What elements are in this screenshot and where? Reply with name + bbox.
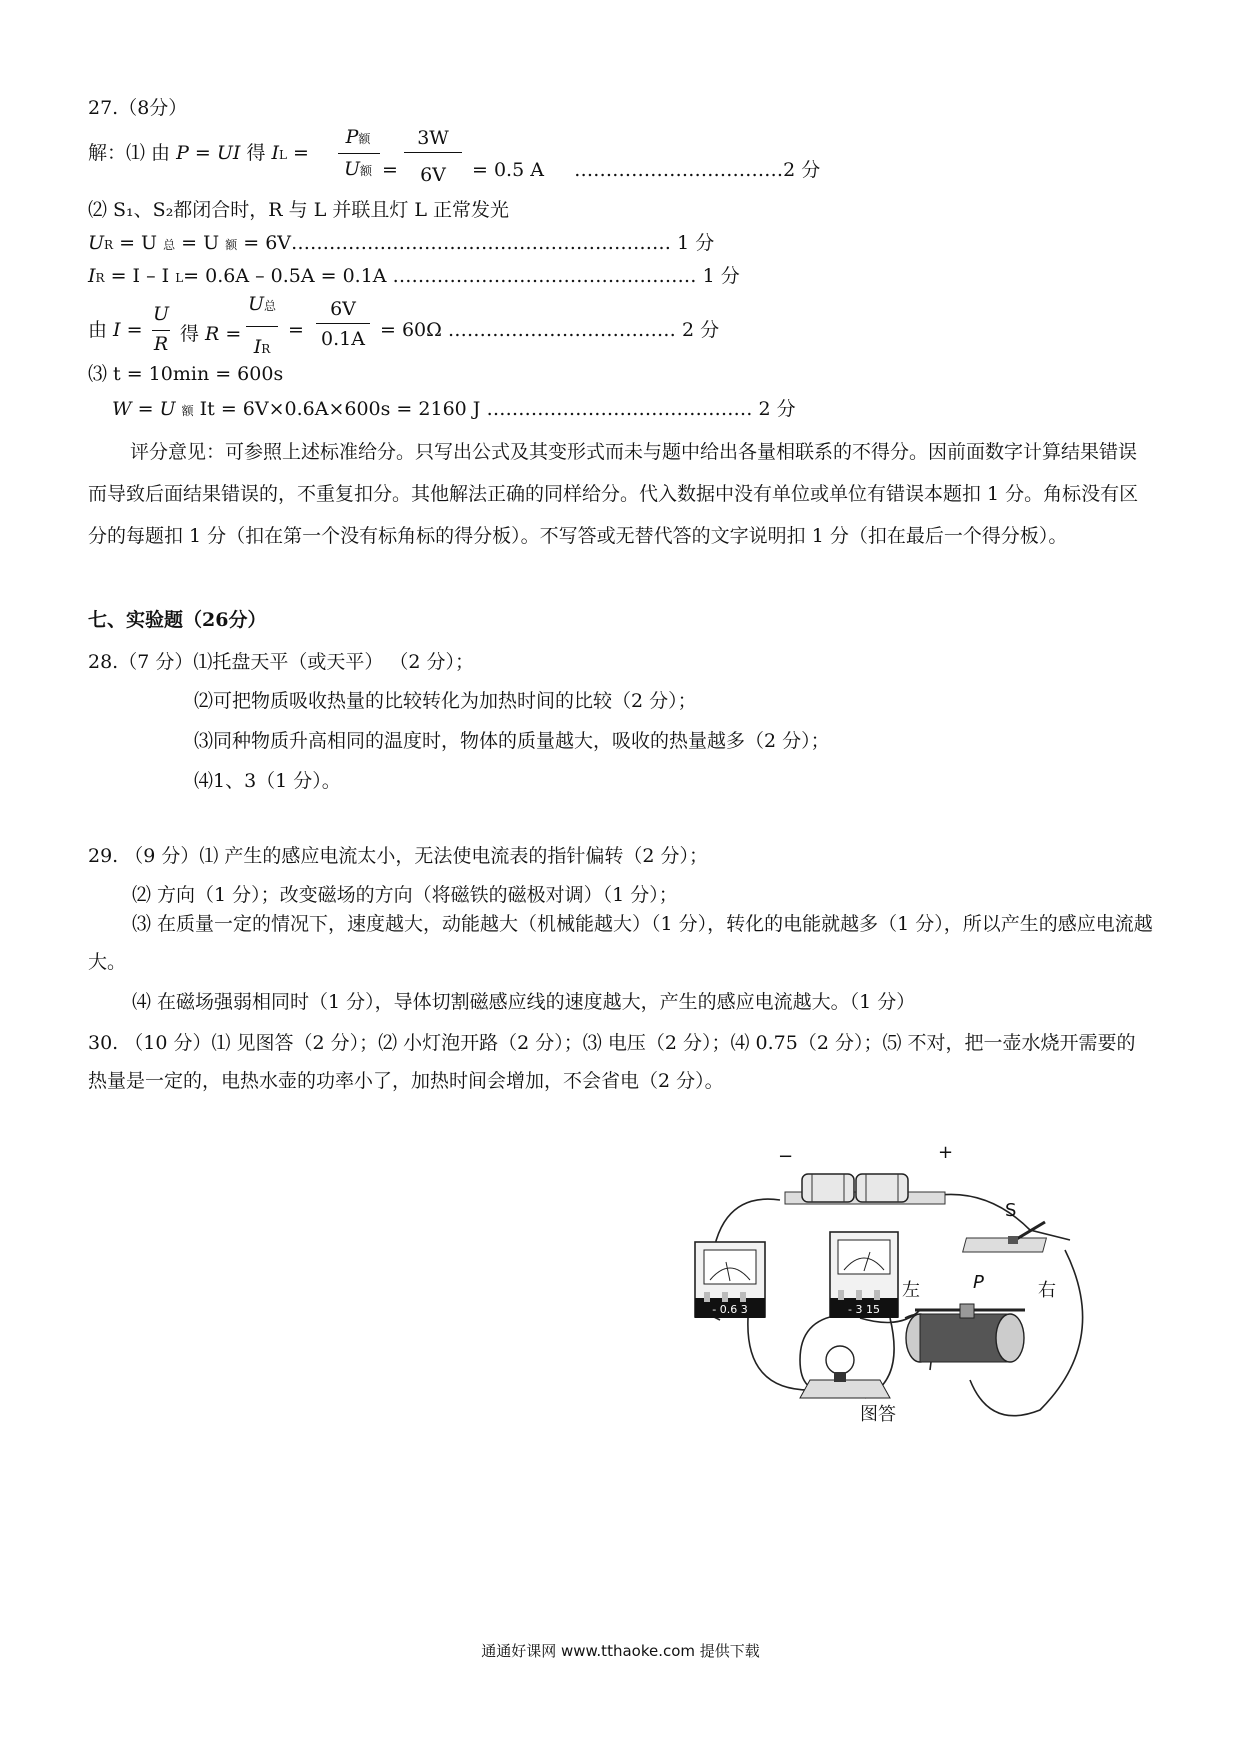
rheostat-right-label: 右: [1038, 1280, 1056, 1301]
section-7-heading: 七、实验题（26分）: [88, 609, 267, 631]
page-footer: 通通好课网 www.tthaoke.com 提供下载: [481, 1642, 760, 1660]
q27-line1-result: = 0.5 A ……………………………2 分: [472, 159, 821, 181]
q28-line2: ⑵可把物质吸收热量的比较转化为加热时间的比较（2 分）；: [194, 690, 697, 712]
rheostat-slider-label: P: [973, 1272, 984, 1293]
q27-line5-pre: 由 I =: [88, 319, 143, 341]
switch-label: S: [1005, 1200, 1017, 1221]
rheostat-left-label: 左: [902, 1280, 920, 1301]
battery-minus-label: −: [778, 1146, 794, 1167]
fraction-Utotal-over-IR: U总: [247, 293, 277, 315]
battery-plus-label: +: [938, 1142, 954, 1163]
q29-line1: 29. （9 分）⑴ 产生的感应电流太小，无法使电流表的指针偏转（2 分）；: [88, 845, 709, 867]
q30-answer: 30. （10 分）⑴ 见图答（2 分）；⑵ 小灯泡开路（2 分）；⑶ 电压（2 分）；⑷ 0.75（2 分）；⑸ 不对，把一壶水烧开需要的热量是一定的，电热水壶的功率小了，加热时间会增加，不会省电（2 分）。: [88, 1032, 1136, 1092]
grading-notes: 评分意见：可参照上述标准给分。只写出公式及其变形式而未与题中给出各量相联系的不得分。因前面数字计算结果错误而导致后面结果错误的，不重复扣分。其他解法正确的同样给分。代入数据中没有单位或单位有错误本题扣 1 分。角标没有区分的每题扣 1 分（扣在第一个没有标角标的得分板）。不写答或无替代答的文字说明扣 1 分（扣在最后一个得分板）。: [88, 441, 1139, 547]
figure-caption: 图答: [860, 1404, 896, 1425]
ammeter-terminals: - 0.6 3: [712, 1303, 748, 1316]
voltmeter-terminals: - 3 15: [848, 1303, 880, 1316]
q28-line4: ⑷1、3（1 分）。: [194, 770, 341, 792]
fraction-6V-over-0.1A: 6V: [330, 298, 356, 320]
q29-line2: ⑵ 方向（1 分）；改变磁场的方向（将磁铁的磁极对调）（1 分）；: [132, 884, 678, 906]
fraction-P-over-U-den: U额: [343, 158, 373, 180]
q29-line3: ⑶ 在质量一定的情况下，速度越大，动能越大（机械能越大）（1 分），转化的电能就越多（1 分），所以产生的感应电流越大。: [88, 913, 1153, 973]
fraction-3W-over-6V: 3W: [417, 127, 449, 149]
q27-line1: 解：⑴ 由 P = UI 得 IL =: [88, 142, 309, 164]
q28-line1: 28.（7 分）⑴托盘天平（或天平） （2 分）；: [88, 651, 475, 673]
circuit-diagram: [690, 1142, 1090, 1445]
q27-heading: 27.（8分）: [88, 97, 188, 119]
q27-line3: UR = U 总 = U 额 = 6V…………………………………………………… 1 分: [88, 232, 715, 254]
q28-line3: ⑶同种物质升高相同的温度时，物体的质量越大，吸收的热量越多（2 分）；: [194, 730, 830, 752]
q27-line6: ⑶ t = 10min = 600s: [88, 363, 284, 385]
q27-line7: W = U 额 It = 6V×0.6A×600s = 2160 J …………………………………… 2 分: [112, 398, 796, 420]
q27-line2: ⑵ S₁、S₂都闭合时，R 与 L 并联且灯 L 正常发光: [88, 199, 510, 221]
q27-line5-result: = 60Ω ……………………………… 2 分: [380, 319, 720, 341]
fraction-P-over-U: P额: [345, 126, 371, 148]
q29-line4: ⑷ 在磁场强弱相同时（1 分），导体切割磁感应线的速度越大，产生的感应电流越大。（1 分）: [132, 991, 916, 1013]
q27-line4: IR = I – I L= 0.6A – 0.5A = 0.1A ………………………………………… 1 分: [88, 265, 740, 287]
fraction-U-over-R: U: [152, 303, 169, 325]
